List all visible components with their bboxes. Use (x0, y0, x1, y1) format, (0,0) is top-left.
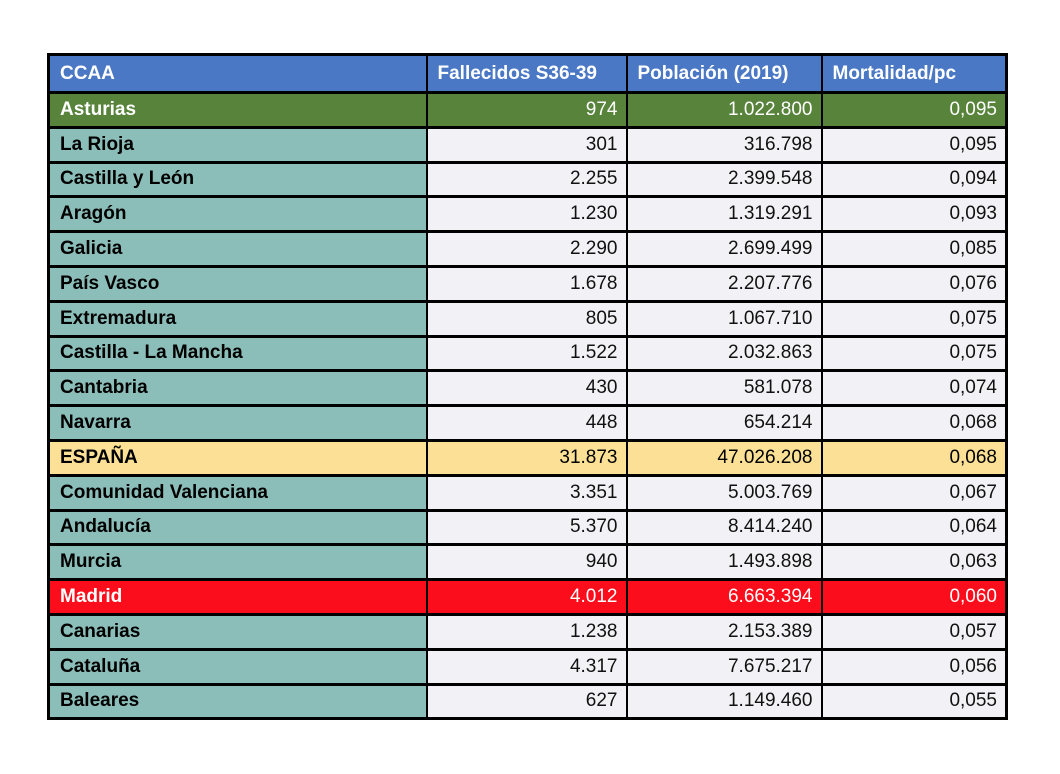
region-cell: Asturias (49, 93, 427, 128)
value-cell: 5.003.769 (627, 475, 822, 510)
table-row (49, 93, 1007, 128)
value-cell: 1.522 (427, 336, 627, 371)
table-row (49, 197, 1007, 232)
value-cell: 2.153.389 (627, 614, 822, 649)
region-cell: Castilla y León (49, 162, 427, 197)
value-cell: 581.078 (627, 371, 822, 406)
table-row (49, 545, 1007, 580)
value-cell: 0,057 (822, 614, 1007, 649)
table-row (49, 371, 1007, 406)
table-row (49, 510, 1007, 545)
value-cell: 974 (427, 93, 627, 128)
value-cell: 0,060 (822, 580, 1007, 615)
value-cell: 0,093 (822, 197, 1007, 232)
table-row (49, 336, 1007, 371)
value-cell: 4.317 (427, 649, 627, 684)
value-cell: 0,064 (822, 510, 1007, 545)
table-row (49, 266, 1007, 301)
region-cell: ESPAÑA (49, 440, 427, 475)
value-cell: 1.678 (427, 266, 627, 301)
table-row (49, 580, 1007, 615)
value-cell: 316.798 (627, 127, 822, 162)
value-cell: 2.255 (427, 162, 627, 197)
column-header-poblacion: Población (2019) (627, 55, 822, 93)
table-row (49, 475, 1007, 510)
value-cell: 1.022.800 (627, 93, 822, 128)
table-row (49, 440, 1007, 475)
value-cell: 0,095 (822, 93, 1007, 128)
region-cell: País Vasco (49, 266, 427, 301)
table-row (49, 614, 1007, 649)
value-cell: 1.230 (427, 197, 627, 232)
value-cell: 0,055 (822, 684, 1007, 719)
column-header-ccaa: CCAA (49, 55, 427, 93)
table-row (49, 301, 1007, 336)
mortality-table (47, 53, 1008, 720)
region-cell: Navarra (49, 406, 427, 441)
value-cell: 0,074 (822, 371, 1007, 406)
table-row (49, 127, 1007, 162)
value-cell: 5.370 (427, 510, 627, 545)
region-cell: Murcia (49, 545, 427, 580)
value-cell: 0,068 (822, 406, 1007, 441)
value-cell: 0,085 (822, 232, 1007, 267)
region-cell: Canarias (49, 614, 427, 649)
table-row (49, 649, 1007, 684)
value-cell: 430 (427, 371, 627, 406)
region-cell: Cataluña (49, 649, 427, 684)
region-cell: Aragón (49, 197, 427, 232)
value-cell: 31.873 (427, 440, 627, 475)
value-cell: 0,075 (822, 336, 1007, 371)
value-cell: 0,095 (822, 127, 1007, 162)
region-cell: Extremadura (49, 301, 427, 336)
value-cell: 4.012 (427, 580, 627, 615)
value-cell: 0,056 (822, 649, 1007, 684)
region-cell: La Rioja (49, 127, 427, 162)
region-cell: Andalucía (49, 510, 427, 545)
value-cell: 1.319.291 (627, 197, 822, 232)
value-cell: 301 (427, 127, 627, 162)
value-cell: 7.675.217 (627, 649, 822, 684)
value-cell: 2.032.863 (627, 336, 822, 371)
value-cell: 0,063 (822, 545, 1007, 580)
value-cell: 805 (427, 301, 627, 336)
value-cell: 0,068 (822, 440, 1007, 475)
value-cell: 0,075 (822, 301, 1007, 336)
value-cell: 3.351 (427, 475, 627, 510)
value-cell: 0,067 (822, 475, 1007, 510)
value-cell: 448 (427, 406, 627, 441)
region-cell: Galicia (49, 232, 427, 267)
value-cell: 940 (427, 545, 627, 580)
value-cell: 0,076 (822, 266, 1007, 301)
table-row (49, 162, 1007, 197)
region-cell: Madrid (49, 580, 427, 615)
value-cell: 2.290 (427, 232, 627, 267)
table-row (49, 232, 1007, 267)
value-cell: 2.399.548 (627, 162, 822, 197)
value-cell: 1.238 (427, 614, 627, 649)
value-cell: 2.699.499 (627, 232, 822, 267)
value-cell: 627 (427, 684, 627, 719)
table-row (49, 684, 1007, 719)
region-cell: Cantabria (49, 371, 427, 406)
region-cell: Baleares (49, 684, 427, 719)
value-cell: 1.493.898 (627, 545, 822, 580)
value-cell: 654.214 (627, 406, 822, 441)
mortality-table-container (47, 53, 1008, 720)
table-row (49, 406, 1007, 441)
value-cell: 1.149.460 (627, 684, 822, 719)
value-cell: 6.663.394 (627, 580, 822, 615)
value-cell: 2.207.776 (627, 266, 822, 301)
value-cell: 1.067.710 (627, 301, 822, 336)
region-cell: Castilla - La Mancha (49, 336, 427, 371)
column-header-fallecidos: Fallecidos S36-39 (427, 55, 627, 93)
header-row (49, 55, 1007, 93)
region-cell: Comunidad Valenciana (49, 475, 427, 510)
value-cell: 8.414.240 (627, 510, 822, 545)
value-cell: 0,094 (822, 162, 1007, 197)
value-cell: 47.026.208 (627, 440, 822, 475)
column-header-mortalidad: Mortalidad/pc (822, 55, 1007, 93)
